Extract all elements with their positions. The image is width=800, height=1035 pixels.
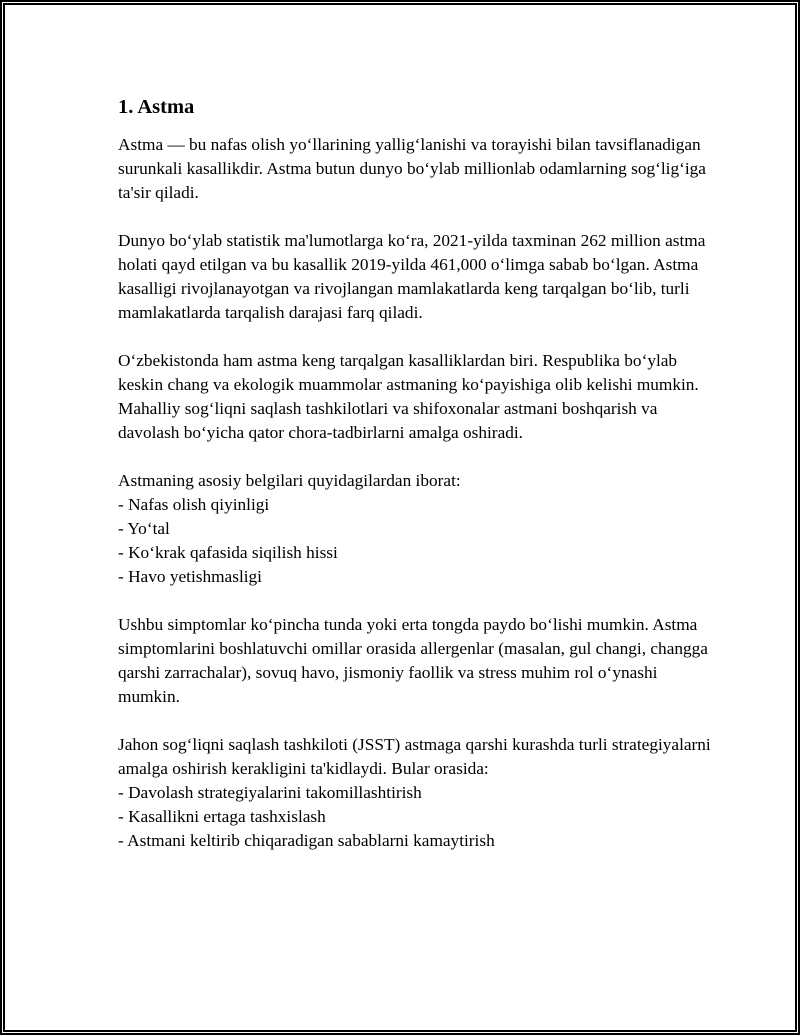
strategies-intro: Jahon sog‘liqni saqlash tashkiloti (JSST) astmaga qarshi kurashda turli strategiyalarni amalga oshirish kerakligini ta'kidlaydi. Bular orasida: <box>118 735 711 778</box>
section-heading: 1. Astma <box>118 96 195 118</box>
list-item: - Ko‘krak qafasida siqilish hissi <box>118 543 338 562</box>
paragraph-triggers: Ushbu simptomlar ko‘pincha tunda yoki erta tongda paydo bo‘lishi mumkin. Astma simptomlarini boshlatuvchi omillar orasida allergenlar (masalan, gul changi, changga qarshi zarrachalar), sovuq havo, jismoniy faollik va stress muhim rol o‘ynashi mumkin. <box>118 615 708 706</box>
list-item: - Yo‘tal <box>118 519 170 538</box>
symptoms-intro: Astmaning asosiy belgilari quyidagilardan iborat: <box>118 471 461 490</box>
strategies-block <box>118 733 718 853</box>
paragraph-uzbekistan: O‘zbekistonda ham astma keng tarqalgan kasalliklardan biri. Respublika bo‘ylab keskin chang va ekologik muammolar astmaning ko‘payishiga olib kelishi mumkin. Mahalliy sog‘liqni saqlash tashkilotlari va shifoxonalar astmani boshqarish va davolash bo‘yicha qator chora-tadbirlarni amalga oshiradi. <box>118 351 699 442</box>
list-item: - Astmani keltirib chiqaradigan sabablarni kamaytirish <box>118 831 495 850</box>
list-item: - Davolash strategiyalarini takomillashtirish <box>118 783 422 802</box>
list-item: - Havo yetishmasligi <box>118 567 262 586</box>
paragraph-world-statistics: Dunyo bo‘ylab statistik ma'lumotlarga ko‘ra, 2021-yilda taxminan 262 million astma holati qayd etilgan va bu kasallik 2019-yilda 461,000 o‘limga sabab bo‘lgan. Astma kasalligi rivojlanayotgan va rivojlangan mamlakatlarda keng tarqalgan bo‘lib, turli mamlakatlarda tarqalish darajasi farq qiladi. <box>118 231 706 322</box>
list-item: - Nafas olish qiyinligi <box>118 495 270 514</box>
paragraph-definition: Astma — bu nafas olish yo‘llarining yallig‘lanishi va torayishi bilan tavsiflanadigan surunkali kasallikdir. Astma butun dunyo bo‘ylab millionlab odamlarning sog‘lig‘iga ta'sir qiladi. <box>118 135 706 202</box>
list-item: - Kasallikni ertaga tashxislash <box>118 807 326 826</box>
symptoms-block <box>118 469 718 589</box>
document-body <box>118 95 718 877</box>
